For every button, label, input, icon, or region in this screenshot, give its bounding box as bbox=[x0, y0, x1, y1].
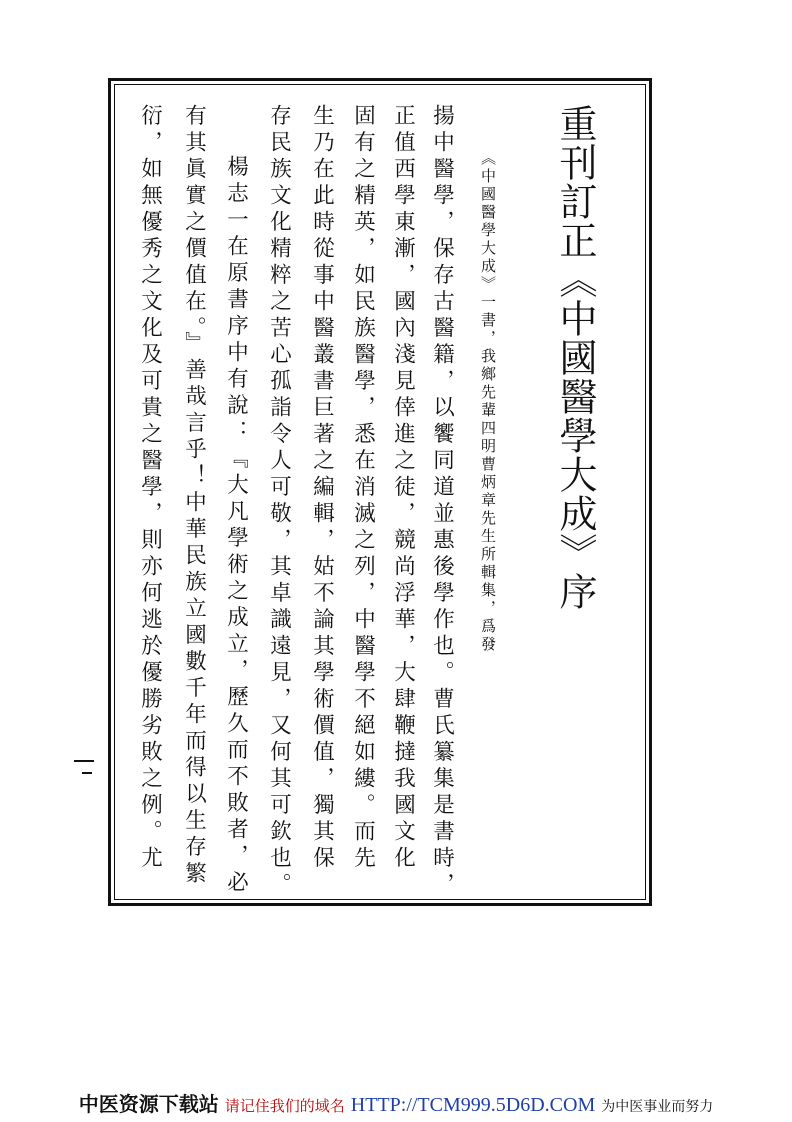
text-column-6: 存民族文化精粹之苦心孤詣令人可敬，其卓識遠見，又何其可欽也。 bbox=[266, 104, 292, 899]
text-column-1: 《中國醫學大成》一書，我鄉先輩四明曹炳章先生所輯集，爲發 bbox=[479, 150, 497, 654]
footer-remember-text: 请记住我们的域名 bbox=[224, 1097, 345, 1115]
footer-url-link[interactable]: HTTP://TCM999.5D6D.COM bbox=[350, 1094, 596, 1116]
text-column-5: 生乃在此時從事中醫叢書巨著之編輯，姑不論其學術價值，獨其保 bbox=[309, 104, 335, 873]
text-column-3: 正值西學東漸，國內淺見倖進之徒，競尚浮華，大肆鞭撻我國文化 bbox=[390, 104, 416, 873]
text-column-4: 固有之精英，如民族醫學，悉在消滅之列，中醫學不絕如縷。而先 bbox=[350, 104, 376, 873]
margin-page-tick bbox=[82, 772, 92, 774]
footer-banner bbox=[0, 1088, 792, 1122]
text-column-7: 楊志一在原書序中有說：『大凡學術之成立，歷久而不敗者，必 bbox=[223, 155, 249, 897]
footer-slogan: 为中医事业而努力 bbox=[601, 1099, 714, 1115]
text-column-9: 衍，如無優秀之文化及可貴之醫學，則亦何逃於優勝劣敗之例。尤 bbox=[137, 104, 163, 873]
preface-title: 重刊訂正《中國醫學大成》序 bbox=[553, 104, 597, 611]
text-column-8: 有其眞實之價值在。』善哉言乎！中華民族立國數千年而得以生存繁 bbox=[181, 104, 207, 889]
margin-page-mark bbox=[74, 760, 94, 762]
footer-site-name: 中医资源下载站 bbox=[78, 1092, 219, 1116]
text-column-2: 揚中醫學，保存古醫籍，以饗同道並惠後學作也。曹氏纂集是書時， bbox=[429, 104, 455, 899]
